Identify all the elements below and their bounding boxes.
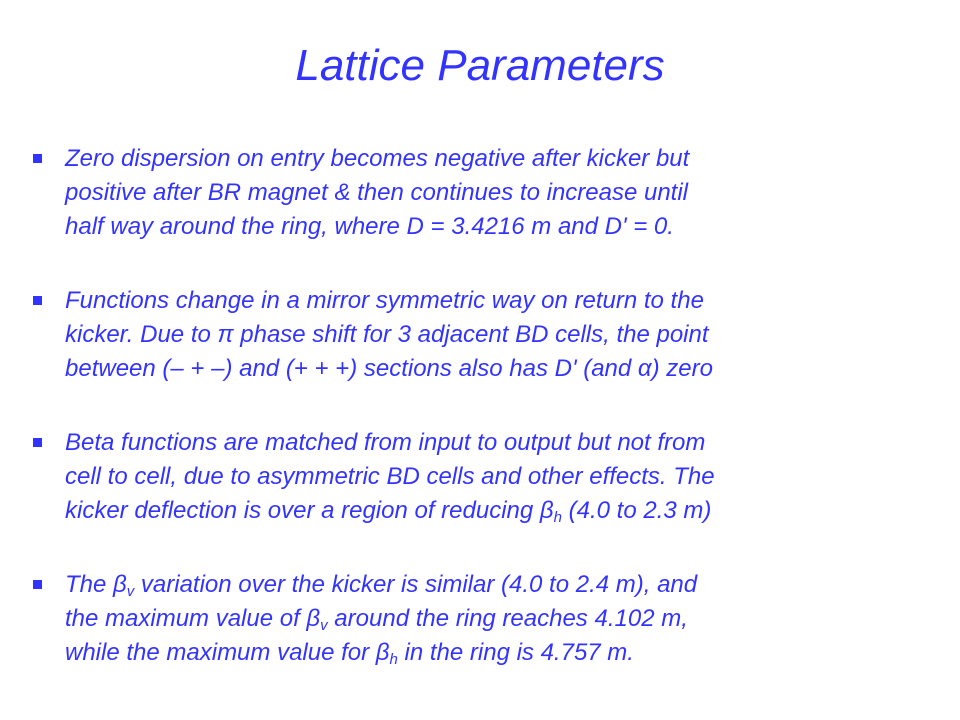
bullet-item-zero-dispersion	[0, 142, 960, 244]
square-bullet-icon	[33, 580, 42, 589]
bullet-item-beta-v-variation	[0, 568, 960, 670]
square-bullet-icon	[33, 438, 42, 447]
bullet-line	[65, 494, 945, 528]
square-bullet-icon	[33, 296, 42, 305]
bullet-line	[65, 636, 945, 670]
bullet-line: cell to cell, due to asymmetric BD cells and other effects. The	[65, 463, 715, 490]
text-segment: variation over the kicker is similar (4.0 to 2.4 m), and	[134, 571, 698, 598]
bullet-line: Zero dispersion on entry becomes negative after kicker but	[65, 145, 690, 172]
bullet-text	[65, 284, 945, 386]
text-segment: in the ring is 4.757 m.	[397, 639, 634, 666]
bullet-text	[65, 426, 945, 528]
bullet-line: half way around the ring, where D = 3.4216 m and D' = 0.	[65, 213, 674, 240]
square-bullet-icon	[33, 154, 42, 163]
text-segment: around the ring reaches 4.102 m,	[327, 605, 688, 632]
bullet-text	[65, 568, 945, 670]
text-segment: the maximum value of β	[65, 605, 321, 632]
bullet-text	[65, 142, 945, 244]
text-segment: while the maximum value for β	[65, 639, 390, 666]
text-segment: (4.0 to 2.3 m)	[561, 497, 712, 524]
bullet-line	[65, 602, 945, 636]
subscript: v	[320, 617, 328, 634]
subscript: h	[389, 651, 398, 668]
slide-title: Lattice Parameters	[295, 41, 665, 90]
bullet-list	[0, 142, 960, 710]
subscript: h	[553, 509, 562, 526]
bullet-line: kicker. Due to π phase shift for 3 adjacent BD cells, the point	[65, 321, 709, 348]
bullet-line: Functions change in a mirror symmetric way on return to the	[65, 287, 704, 314]
bullet-line	[65, 568, 945, 602]
subscript: v	[126, 583, 135, 600]
bullet-line: positive after BR magnet & then continues to increase until	[65, 179, 689, 206]
bullet-line: Beta functions are matched from input to output but not from	[65, 429, 706, 456]
text-segment: kicker deflection is over a region of reducing β	[65, 497, 554, 524]
bullet-item-mirror-symmetry	[0, 284, 960, 386]
text-segment: The β	[65, 571, 127, 598]
bullet-item-beta-functions	[0, 426, 960, 528]
bullet-line: between (– + –) and (+ + +) sections also has D' (and α) zero	[65, 355, 713, 382]
